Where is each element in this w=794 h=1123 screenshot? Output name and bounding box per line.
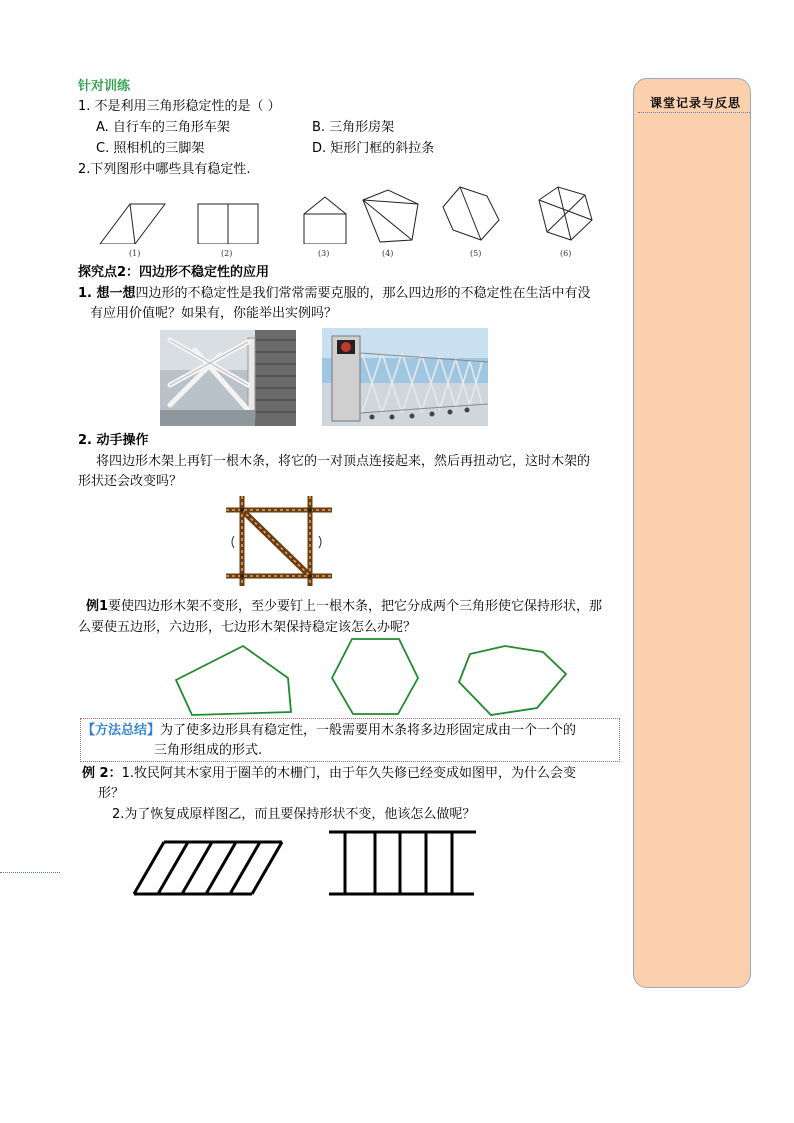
wooden-frame-figure: [226, 496, 332, 586]
hands-text-1: 将四边形木架上再钉一根木条，将它的一对顶点连接起来，然后再扭动它，这时木架的: [96, 454, 591, 469]
sidebar-divider: [638, 112, 750, 113]
think-label: 1. 想一想: [78, 286, 136, 301]
shape-caption-6: (6): [560, 249, 572, 258]
think-text-2: 有应用价值呢？如果有，你能举出实例吗？: [90, 306, 338, 321]
retractable-gate-photo: [322, 328, 488, 426]
q1-option-a: A. 自行车的三角形车架: [96, 120, 230, 135]
shape-caption-2: (2): [221, 249, 233, 258]
example2-paragraph: [82, 765, 576, 783]
margin-dotted-line: [0, 872, 60, 873]
q1-option-d: D. 矩形门框的斜拉条: [312, 141, 435, 156]
example2-text-3: 2.为了恢复成原样图乙，而且要保持形状不变，他该怎么做呢？: [112, 807, 476, 822]
hands-text-2: 形状还会改变吗？: [78, 474, 183, 489]
hands-label: 2. 动手操作: [78, 433, 149, 448]
example1-text-1: 要使四边形木架不变形，至少要钉上一根木条，把它分成两个三角形使它保持形状，那: [108, 599, 603, 614]
think-text-1: 四边形的不稳定性是我们常常需要克服的，那么四边形的不稳定性在生活中有没: [135, 286, 591, 301]
q1-option-c: C. 照相机的三脚架: [96, 141, 205, 156]
example1-label: 例1: [86, 599, 109, 614]
heptagon-shape: [459, 646, 566, 715]
shape-3-house: [304, 197, 346, 244]
example1-text-2: 么要使五边形，六边形，七边形木架保持稳定该怎么办呢？: [78, 620, 417, 635]
stability-shapes-figure: [95, 182, 605, 244]
rotate-arrow-right-icon: [319, 536, 321, 548]
training-heading: 针对训练: [78, 79, 131, 94]
folding-rack-photo: [160, 330, 296, 426]
method-line-1: [82, 722, 576, 740]
fence-deformed: [134, 842, 282, 894]
shape-caption-1: (1): [129, 249, 141, 258]
notes-sidebar: [633, 78, 751, 988]
q1-option-b: B. 三角形房架: [312, 120, 395, 135]
pentagon-shape: [176, 646, 291, 715]
example2-label: 例 2：: [82, 766, 122, 781]
rotate-arrow-left-icon: [232, 536, 234, 548]
sidebar-title: 课堂记录与反思: [650, 96, 742, 110]
shape-caption-5: (5): [470, 249, 482, 258]
method-text-1: 为了使多边形具有稳定性，一般需要用木条将多边形固定成由一个一个的: [160, 723, 577, 738]
hexagon-shape: [332, 639, 418, 714]
example2-text-2: 形？: [98, 786, 125, 801]
method-text-2: 三角形组成的形式.: [154, 743, 263, 758]
explore-heading: 探究点2：四边形不稳定性的应用: [78, 265, 270, 280]
fence-original: [329, 832, 476, 894]
example2-text-1: 1.牧民阿其木家用于圈羊的木栅门，由于年久失修已经变成如图甲，为什么会变: [121, 766, 576, 781]
example1-paragraph: [86, 598, 602, 616]
q1-stem: 1. 不是利用三角形稳定性的是（ ）: [78, 99, 281, 114]
think-paragraph: [78, 285, 591, 303]
q2-stem: 2.下列图形中哪些具有稳定性.: [78, 162, 251, 177]
shape-caption-4: (4): [382, 249, 394, 258]
fence-figures: [130, 828, 480, 898]
shape-4-pentagon: [363, 190, 418, 242]
polygons-figure: [172, 636, 582, 716]
shape-caption-3: (3): [318, 249, 330, 258]
method-label: 【方法总结】: [82, 723, 161, 738]
